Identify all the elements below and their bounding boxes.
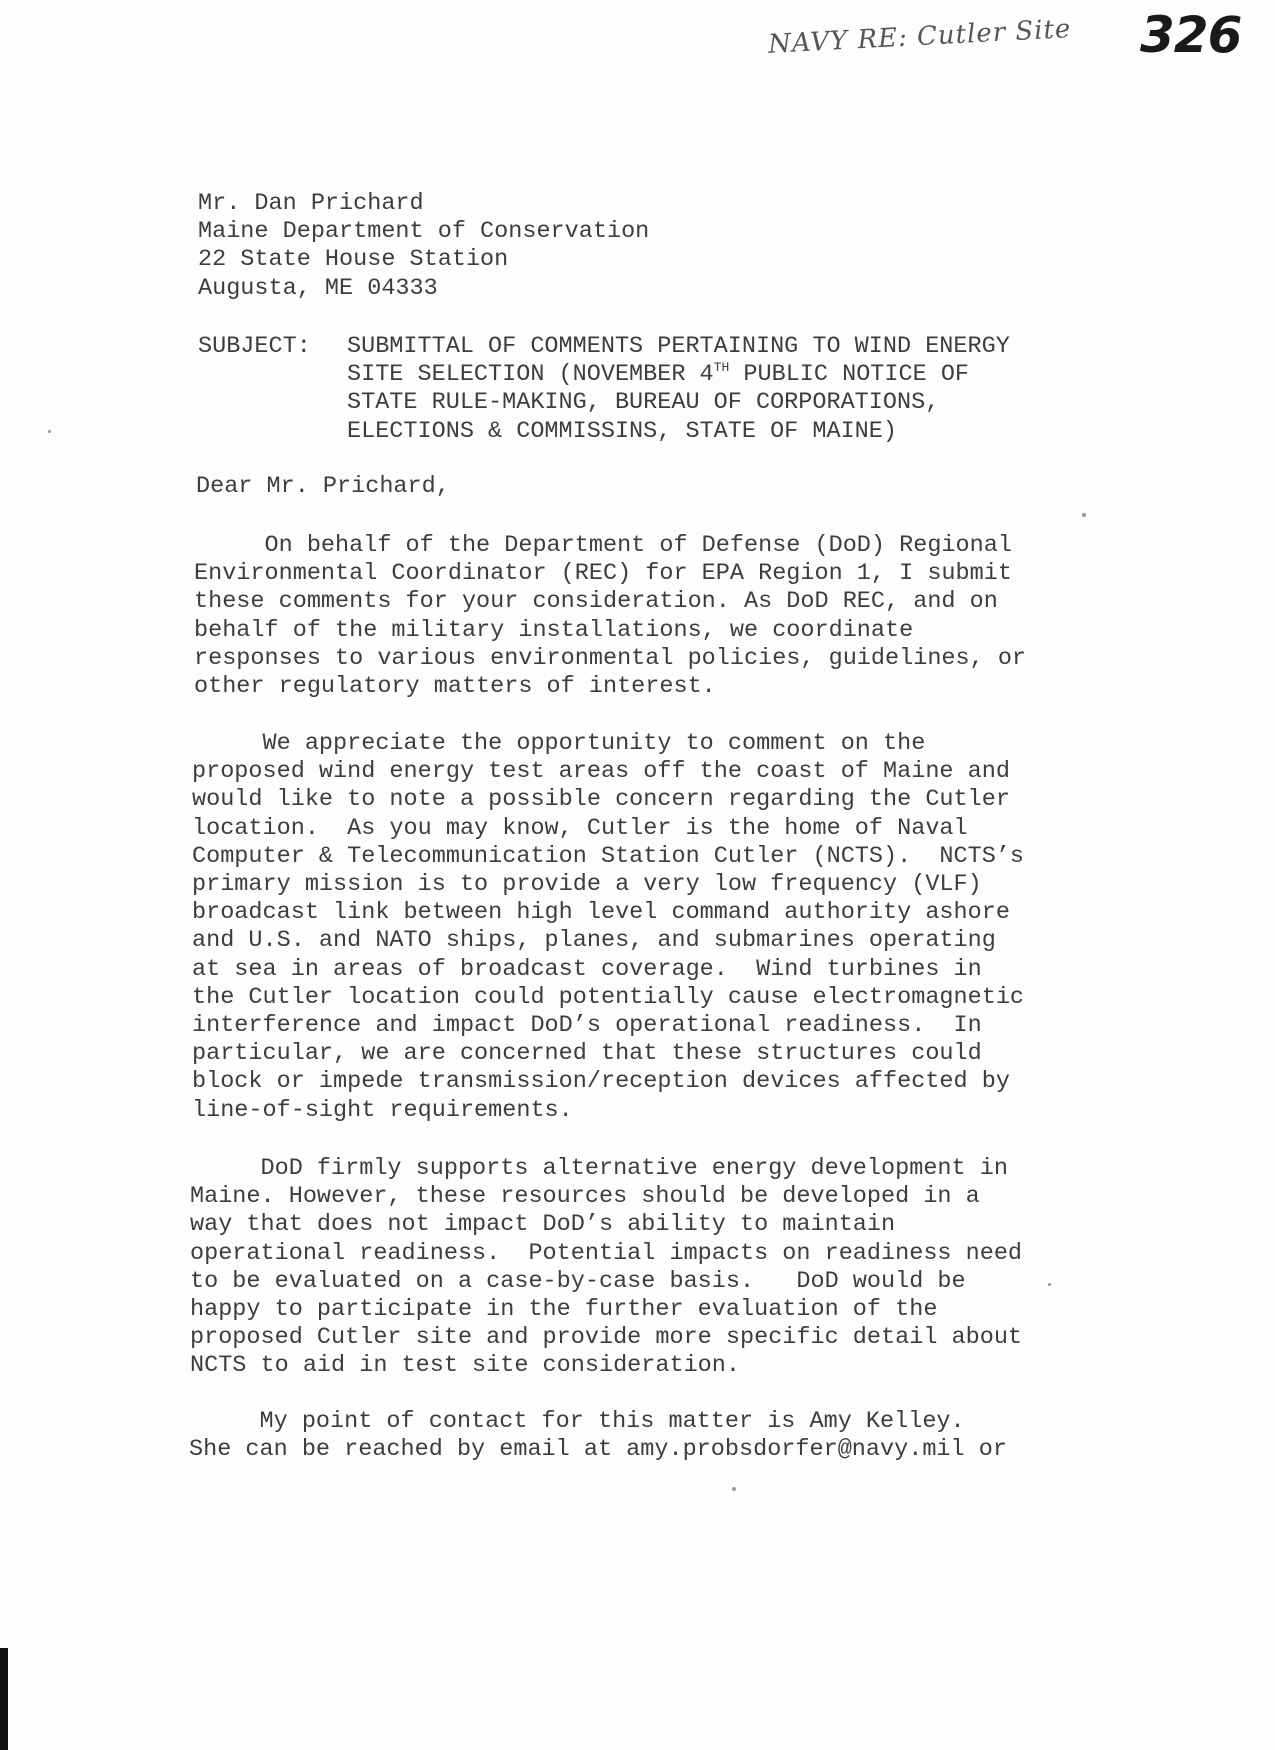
subject-text bbox=[347, 333, 1010, 446]
page-number-stamp: 326 bbox=[1140, 6, 1242, 64]
body-paragraph-2: We appreciate the opportunity to comment on the proposed wind energy test areas off the coast of Maine and would like to note a possible concern regarding the Cutler location. As you may know, Cutler is the home of Naval Computer & Telecommunication Station Cutler (NCTS). NCTS’s primary mission is to provide a very low frequency (VLF) broadcast link between high level command authority ashore and U.S. and NATO ships, planes, and submarines operating at sea in areas of broadcast coverage. Wind turbines in the Cutler location could potentially cause electromagnetic interference and impact DoD’s operational readiness. In particular, we are concerned that these structures could block or impede transmission/reception devices affected by line-of-sight requirements. bbox=[192, 730, 1025, 1124]
recipient-city-state-zip: Augusta, ME 04333 bbox=[198, 274, 438, 302]
recipient-street: 22 State House Station bbox=[198, 246, 509, 274]
scan-speck bbox=[48, 430, 51, 433]
subject-line-4: ELECTIONS & COMMISSINS, STATE OF MAINE) bbox=[347, 417, 897, 445]
subject-line-2-main: SITE SELECTION (NOVEMBER 4 bbox=[347, 361, 714, 389]
scan-edge-shadow bbox=[0, 1648, 8, 1750]
body-paragraph-4: My point of contact for this matter is Amy Kelley. She can be reached by email at amy.probsdorfer@navy.mil or bbox=[189, 1408, 1007, 1464]
recipient-name: Mr. Dan Prichard bbox=[198, 190, 424, 217]
recipient-address bbox=[198, 190, 649, 303]
ordinal-suffix: TH bbox=[713, 360, 730, 376]
body-paragraph-3: DoD firmly supports alternative energy development in Maine. However, these resources should be developed in a way that does not impact DoD’s ability to maintain operational readiness. Potential impacts on readiness need to be evaluated on a case-by-case basis. DoD would be happy to participate in the further evaluation of the proposed Cutler site and provide more specific detail about NCTS to aid in test site consideration. bbox=[190, 1155, 1023, 1380]
handwritten-annotation: NAVY RE: Cutler Site bbox=[767, 14, 1073, 60]
subject-line-1: SUBMITTAL OF COMMENTS PERTAINING TO WIND ENERGY bbox=[347, 333, 1010, 360]
salutation: Dear Mr. Prichard, bbox=[196, 473, 450, 500]
subject-line-2-tail: PUBLIC NOTICE OF bbox=[729, 361, 970, 389]
body-paragraph-1: On behalf of the Department of Defense (DoD) Regional Environmental Coordinator (REC) for EPA Region 1, I submit these comments for your consideration. As DoD REC, and on behalf of the military installations, we coordinate responses to various environmental policies, guidelines, or other regulatory matters of interest. bbox=[194, 532, 1027, 701]
subject-line-3: STATE RULE-MAKING, BUREAU OF CORPORATIONS, bbox=[347, 389, 940, 417]
scan-speck bbox=[1082, 513, 1086, 517]
subject-label: SUBJECT: bbox=[198, 333, 311, 360]
scan-speck bbox=[732, 1487, 736, 1491]
subject-line-2 bbox=[347, 361, 969, 388]
recipient-organization: Maine Department of Conservation bbox=[198, 218, 650, 246]
scan-speck bbox=[1048, 1283, 1051, 1286]
